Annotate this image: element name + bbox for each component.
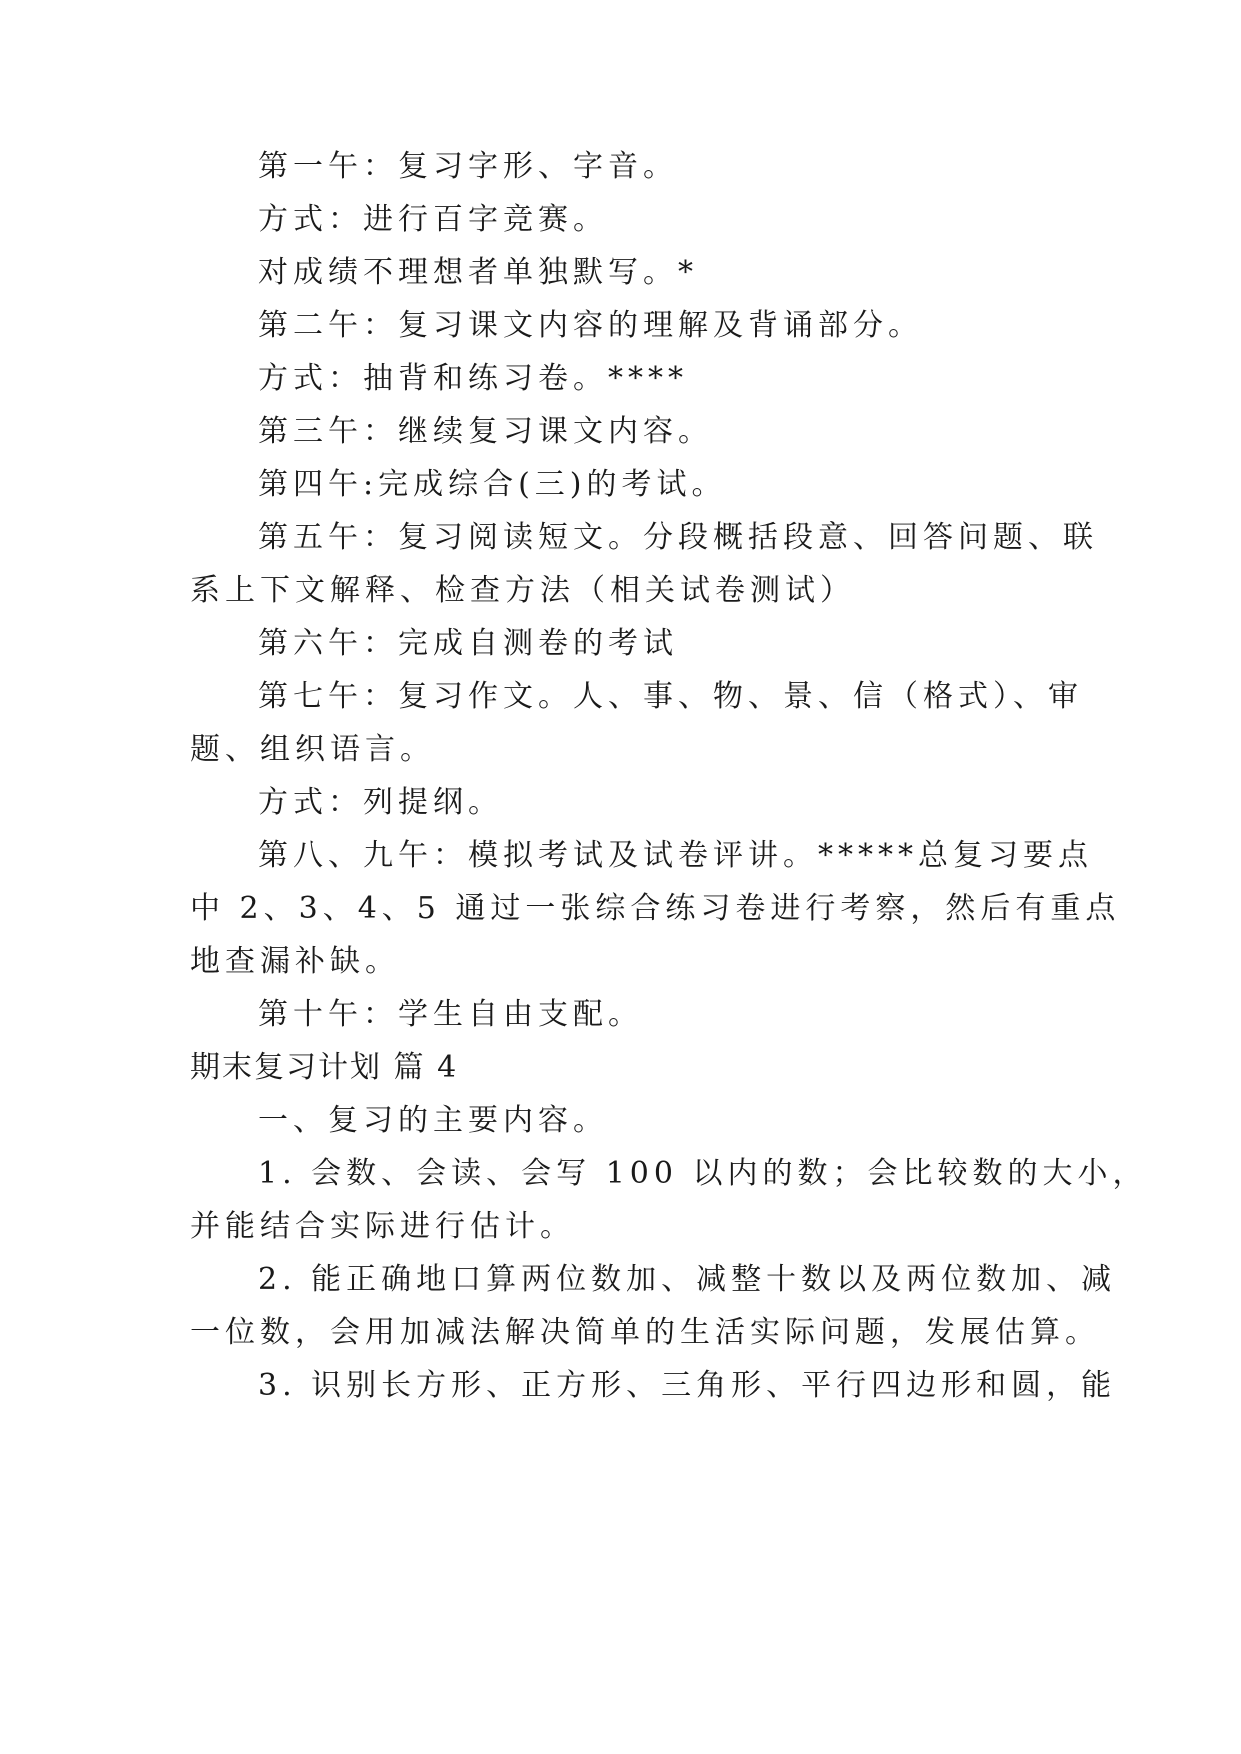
text-line: 并能结合实际进行估计。 xyxy=(190,1209,575,1244)
text-line: 中 2、3、4、5 通过一张综合练习卷进行考察，然后有重点 xyxy=(190,891,1121,926)
text-line: 地查漏补缺。 xyxy=(190,944,400,979)
text-line: 一位数，会用加减法解决简单的生活实际问题，发展估算。 xyxy=(190,1315,1100,1350)
text-line: 方式：抽背和练习卷。**** xyxy=(258,361,688,396)
text-line: 题、组织语言。 xyxy=(190,732,435,767)
text-line: 系上下文解释、检查方法（相关试卷测试） xyxy=(190,573,855,608)
text-line: 第十午：学生自由支配。 xyxy=(258,997,643,1032)
text-line: 3. 识别长方形、正方形、三角形、平行四边形和圆，能 xyxy=(258,1368,1117,1403)
text-line: 方式：列提纲。 xyxy=(258,785,503,820)
text-line: 第一午：复习字形、字音。 xyxy=(258,149,678,184)
section-heading: 期末复习计划 篇 4 xyxy=(190,1050,459,1085)
text-line: 一、复习的主要内容。 xyxy=(258,1103,608,1138)
text-line: 第六午：完成自测卷的考试 xyxy=(258,626,678,661)
text-line: 第八、九午：模拟考试及试卷评讲。*****总复习要点 xyxy=(258,838,1093,873)
text-line: 方式：进行百字竞赛。 xyxy=(258,202,608,237)
text-line: 第七午：复习作文。人、事、物、景、信（格式）、审 xyxy=(258,679,1083,714)
text-line: 第三午：继续复习课文内容。 xyxy=(258,414,713,449)
text-line: 第二午：复习课文内容的理解及背诵部分。 xyxy=(258,308,923,343)
text-line: 第四午:完成综合(三)的考试。 xyxy=(258,467,727,502)
text-line: 第五午：复习阅读短文。分段概括段意、回答问题、联 xyxy=(258,520,1098,555)
text-line: 1. 会数、会读、会写 100 以内的数；会比较数的大小， xyxy=(258,1156,1148,1191)
text-line: 对成绩不理想者单独默写。* xyxy=(258,255,698,290)
text-line: 2. 能正确地口算两位数加、减整十数以及两位数加、减 xyxy=(258,1262,1117,1297)
